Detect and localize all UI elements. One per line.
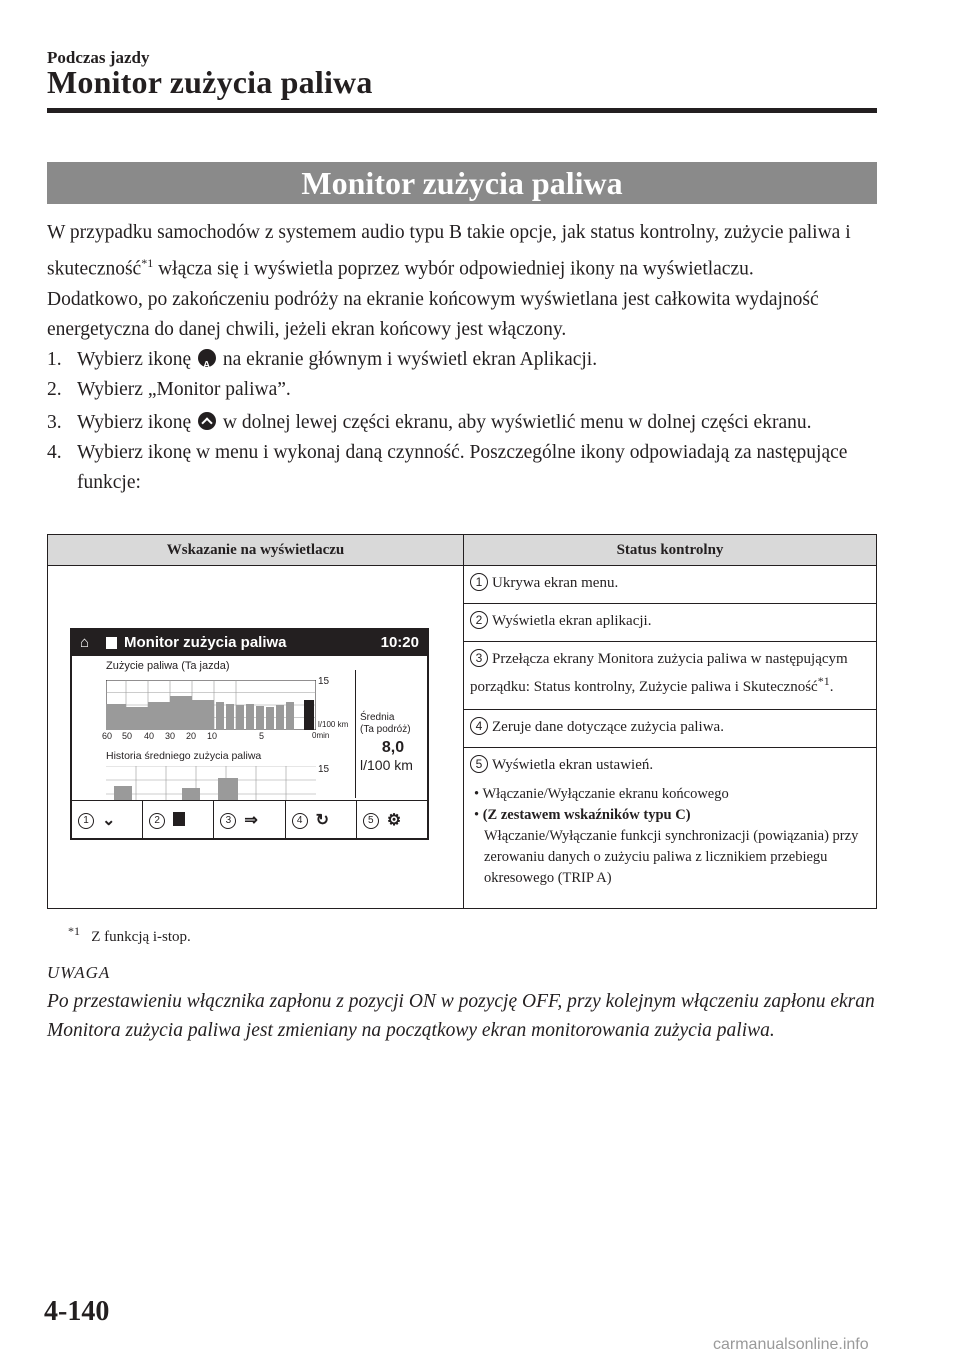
app-icon (173, 812, 185, 826)
screen-time: 10:20 (380, 634, 419, 651)
home-icon: ⌂ (80, 634, 90, 651)
screen-menu-bar (72, 800, 427, 839)
settings-bullets: • Włączanie/Wyłączanie ekranu końcowego • (Z zestawem wskaźników typu C) Włączanie/Wyłączanie funkcji synchronizacji (powiązania) przy zerowaniu danych o zużyciu paliwa z licznikiem przebiegu okresowego (TRIP A) (474, 786, 859, 887)
section-label: Podczas jazdy (47, 48, 150, 67)
chevron-down-icon: ⌄ (102, 812, 116, 829)
note-text: Po przestawieniu włącznika zapłonu z pozycji ON w pozycję OFF, przy kolejnym włączeniu zapłonu ekran Monitora zużycia paliwa jest zmieniany na początkowy ekran monitorowania zużycia paliwa. (47, 991, 875, 1041)
history-chart (106, 766, 316, 800)
note-title: UWAGA (47, 963, 111, 982)
fuel-chart (106, 680, 316, 730)
header-rule (47, 108, 877, 113)
table-row: 3 Przełącza ekrany Monitora zużycia paliwa w następującym porządku: Status kontrolny, Zużycie paliwa i Skuteczność$^{*1}$. (464, 641, 877, 709)
settings-button[interactable]: 5 ⚙ (357, 801, 427, 839)
intro-paragraph-1: W przypadku samochodów z systemem audio typu B takie opcje, jak status kontrolny, zużycie paliwa i skuteczność$^{*1}$ włącza się i wyświetla poprzez wybór odpowiedniej ikony na wyświetlaczu. (47, 222, 851, 280)
app-icon (198, 349, 216, 367)
switch-icon: ⇒ (244, 812, 258, 829)
table-header-display: Wskazanie na wyświetlaczu (48, 535, 464, 566)
page-number: 4-140 (44, 1296, 110, 1327)
switch-screen-button[interactable]: 3 ⇒ (214, 801, 285, 839)
section-banner: Monitor zużycia paliwa (47, 162, 877, 204)
note-block (47, 958, 877, 1045)
gear-icon: ⚙ (386, 812, 402, 829)
intro-paragraph-2: Dodatkowo, po zakończeniu podróży na ekranie końcowym wyświetlana jest całkowita wydajność energetyczna do danej chwili, jeżeli ekran końcowy jest włączony. (47, 288, 819, 340)
app-icon (106, 637, 117, 649)
avg-divider (355, 670, 356, 798)
refresh-icon: ↻ (315, 812, 330, 829)
watermark: carmanualsonline.info (713, 1336, 869, 1353)
applications-button[interactable]: 2 (143, 801, 214, 839)
table-row: 1 Ukrywa ekran menu. (464, 566, 877, 604)
table-row: 5 Wyświetla ekran ustawień. • Włączanie/Wyłączanie ekranu końcowego • (Z zestawem wskaźników typu C) Włączanie/Wyłączanie funkcji synchronizacji (powiązania) przy zerowaniu danych o zużyciu paliwa z licznikiem przebiegu okresowego (TRIP A) (464, 748, 877, 909)
step-2: 2. Wybierz „Monitor paliwa”. (47, 378, 291, 400)
step-4: 4. Wybierz ikonę w menu i wykonaj daną czynność. Poszczególne ikony odpowiadają za następujące funkcje: (47, 441, 848, 493)
avg-panel: Średnia (Ta podróż) 8,0 l/100 km (360, 712, 413, 773)
hide-menu-button[interactable]: 1 ⌄ (72, 801, 143, 839)
fuel-monitor-screen (70, 628, 429, 840)
unit-time-label: 0min (312, 731, 330, 740)
step-3: 3. Wybierz ikonę w dolnej lewej części ekranu, aby wyświetlić menu w dolnej części ekranu. (47, 411, 812, 433)
chart-ymax: 15 (318, 676, 330, 687)
chart-title: Zużycie paliwa (Ta jazda) (106, 660, 230, 672)
body-text (47, 218, 877, 498)
table-row: 2 Wyświetla ekran aplikacji. (464, 603, 877, 641)
step-1: 1. Wybierz ikonę A na ekranie głównym i wyświetl ekran Aplikacji. (47, 345, 877, 375)
page-title: Monitor zużycia paliwa (47, 64, 373, 100)
footnote: $^{*1}$ Z funkcją i-stop. (68, 924, 191, 945)
x-axis-ticks: 60 50 40 30 20 10 5 (102, 731, 265, 741)
chevron-up-icon (198, 412, 216, 430)
history-ymax: 15 (318, 764, 330, 775)
reset-button[interactable]: 4 ↻ (286, 801, 357, 839)
screen-header (72, 630, 427, 656)
table-row: 4 Zeruje dane dotyczące zużycia paliwa. (464, 710, 877, 748)
history-title: Historia średniego zużycia paliwa (106, 750, 262, 762)
screen-title: Monitor zużycia paliwa (124, 634, 287, 651)
unit-label: l/100 km (318, 720, 349, 729)
table-header-status: Status kontrolny (464, 535, 877, 566)
